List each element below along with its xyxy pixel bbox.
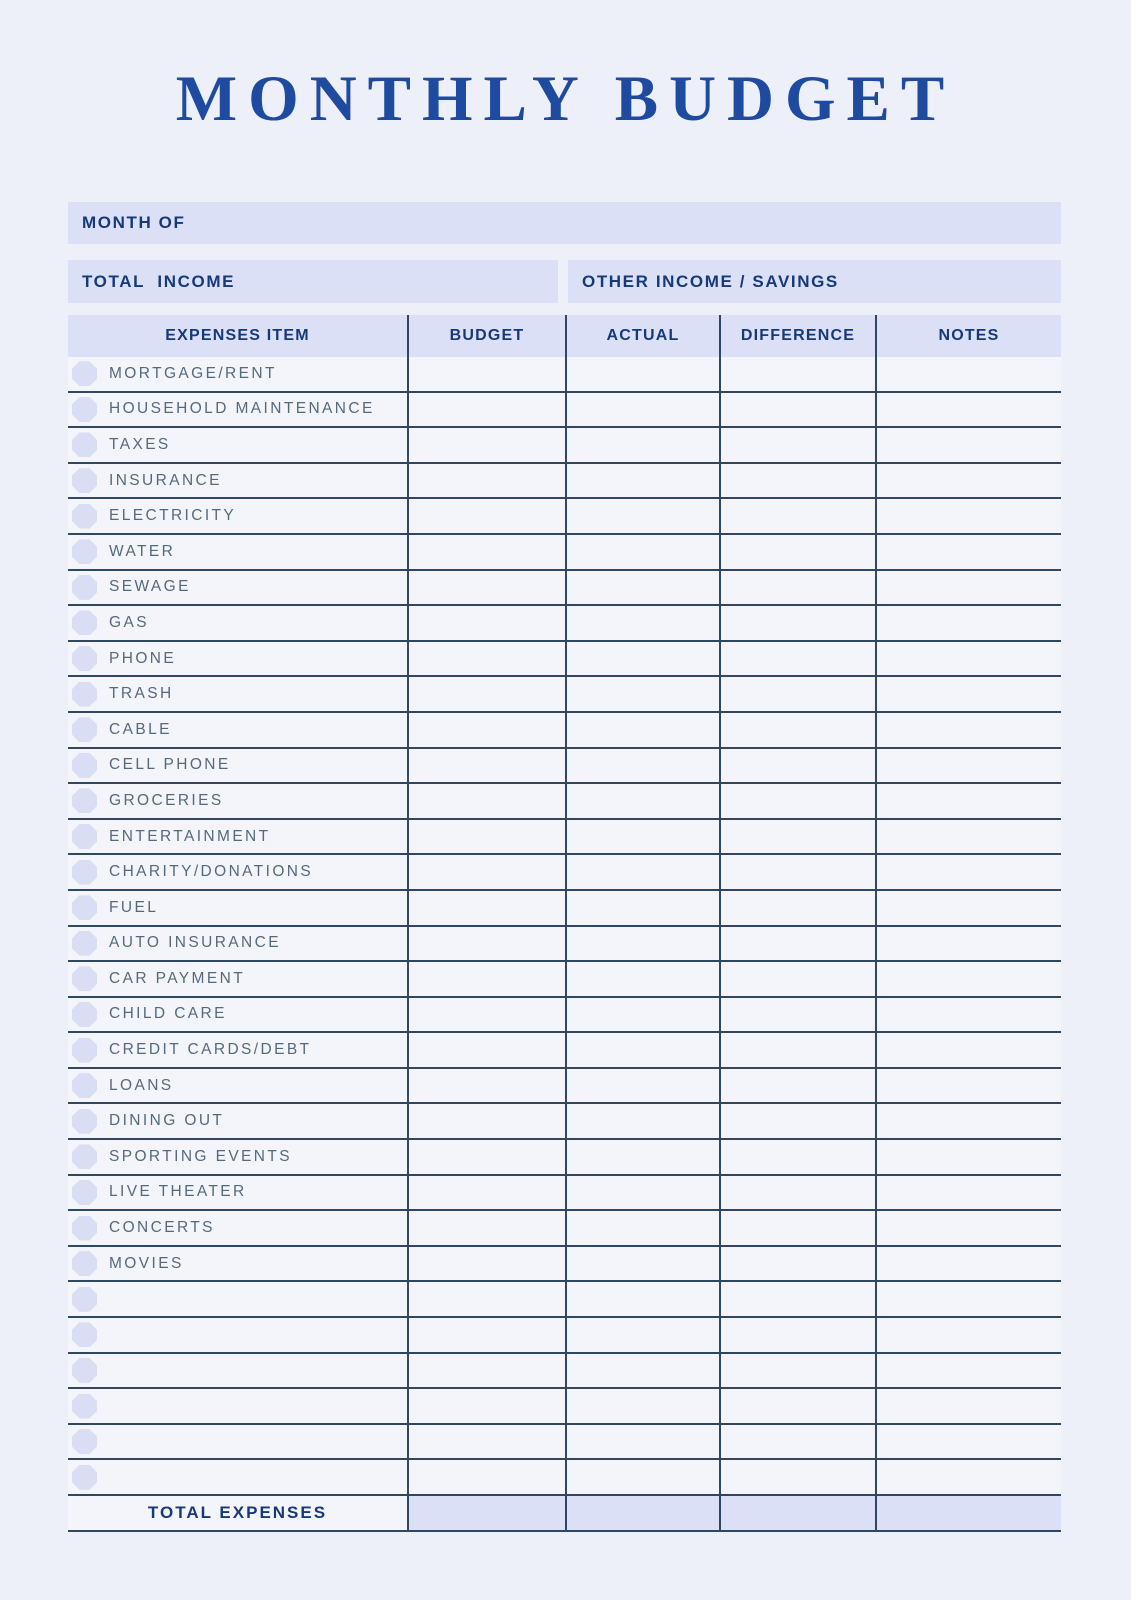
table-row <box>68 927 1061 963</box>
other-income-savings-label: OTHER INCOME / SAVINGS <box>582 271 839 291</box>
actual-cell[interactable] <box>565 535 719 569</box>
actual-cell[interactable] <box>565 1211 719 1245</box>
expense-item-label: TRASH <box>109 685 174 703</box>
actual-cell[interactable] <box>565 571 719 605</box>
difference-cell[interactable] <box>719 1247 875 1281</box>
difference-cell[interactable] <box>719 855 875 889</box>
bullet-icon <box>72 1002 97 1027</box>
table-row <box>68 1140 1061 1176</box>
actual-cell[interactable] <box>565 1140 719 1174</box>
bullet-icon <box>72 966 97 991</box>
table-row <box>68 428 1061 464</box>
notes-cell[interactable] <box>875 1247 1061 1281</box>
expense-item-label: WATER <box>109 542 176 560</box>
notes-cell[interactable] <box>875 855 1061 889</box>
total-budget-cell[interactable] <box>407 1496 565 1530</box>
actual-cell[interactable] <box>565 499 719 533</box>
actual-cell[interactable] <box>565 1247 719 1281</box>
expense-item-cell <box>68 962 407 996</box>
bullet-icon <box>72 1216 97 1241</box>
month-of-field[interactable] <box>68 202 1061 244</box>
notes-cell[interactable] <box>875 1211 1061 1245</box>
actual-cell[interactable] <box>565 357 719 391</box>
budget-cell[interactable] <box>407 1176 565 1210</box>
expense-item-label: CABLE <box>109 720 172 738</box>
table-row <box>68 1425 1061 1461</box>
budget-cell[interactable] <box>407 1282 565 1316</box>
table-row <box>68 1176 1061 1212</box>
notes-cell[interactable] <box>875 1318 1061 1352</box>
budget-cell[interactable] <box>407 1460 565 1494</box>
actual-cell[interactable] <box>565 464 719 498</box>
notes-cell[interactable] <box>875 784 1061 818</box>
actual-cell[interactable] <box>565 1460 719 1494</box>
budget-cell[interactable] <box>407 927 565 961</box>
difference-cell[interactable] <box>719 1033 875 1067</box>
expense-item-cell <box>68 927 407 961</box>
bullet-icon <box>72 1144 97 1169</box>
bullet-icon <box>72 1465 97 1490</box>
actual-cell[interactable] <box>565 1354 719 1388</box>
table-row <box>68 499 1061 535</box>
bullet-icon <box>72 1358 97 1383</box>
budget-cell[interactable] <box>407 891 565 925</box>
budget-cell[interactable] <box>407 1425 565 1459</box>
expense-item-cell <box>68 1033 407 1067</box>
expense-item-cell <box>68 535 407 569</box>
bullet-icon <box>72 468 97 493</box>
expense-item-cell <box>68 784 407 818</box>
table-row <box>68 855 1061 891</box>
expense-item-label: INSURANCE <box>109 471 222 489</box>
table-row <box>68 1211 1061 1247</box>
notes-cell[interactable] <box>875 464 1061 498</box>
difference-cell[interactable] <box>719 1460 875 1494</box>
header-actual: ACTUAL <box>565 315 719 357</box>
expense-item-cell <box>68 499 407 533</box>
bullet-icon <box>72 824 97 849</box>
difference-cell[interactable] <box>719 1354 875 1388</box>
expense-item-label: CELL PHONE <box>109 756 231 774</box>
actual-cell[interactable] <box>565 606 719 640</box>
bullet-icon <box>72 788 97 813</box>
budget-cell[interactable] <box>407 1033 565 1067</box>
notes-cell[interactable] <box>875 677 1061 711</box>
actual-cell[interactable] <box>565 749 719 783</box>
expense-item-label: MOVIES <box>109 1254 184 1272</box>
expense-item-cell <box>68 642 407 676</box>
difference-cell[interactable] <box>719 606 875 640</box>
expense-item-label: DINING OUT <box>109 1112 225 1130</box>
expense-item-label: CONCERTS <box>109 1219 215 1237</box>
expense-item-cell <box>68 464 407 498</box>
notes-cell[interactable] <box>875 749 1061 783</box>
actual-cell[interactable] <box>565 1033 719 1067</box>
table-row <box>68 1033 1061 1069</box>
expense-item-cell <box>68 998 407 1032</box>
expense-item-cell <box>68 1460 407 1494</box>
notes-cell[interactable] <box>875 998 1061 1032</box>
notes-cell[interactable] <box>875 642 1061 676</box>
difference-cell[interactable] <box>719 1425 875 1459</box>
bullet-icon <box>72 1038 97 1063</box>
expense-item-label: ELECTRICITY <box>109 507 237 525</box>
difference-cell[interactable] <box>719 1069 875 1103</box>
table-row <box>68 998 1061 1034</box>
notes-cell[interactable] <box>875 571 1061 605</box>
bullet-icon <box>72 753 97 778</box>
notes-cell[interactable] <box>875 606 1061 640</box>
actual-cell[interactable] <box>565 1389 719 1423</box>
bullet-icon <box>72 1394 97 1419</box>
expense-item-cell <box>68 1211 407 1245</box>
expense-item-cell <box>68 1140 407 1174</box>
actual-cell[interactable] <box>565 428 719 462</box>
bullet-icon <box>72 1180 97 1205</box>
budget-cell[interactable] <box>407 464 565 498</box>
expense-item-label: PHONE <box>109 649 177 667</box>
expense-item-cell <box>68 393 407 427</box>
expense-item-cell <box>68 606 407 640</box>
actual-cell[interactable] <box>565 855 719 889</box>
notes-cell[interactable] <box>875 1354 1061 1388</box>
expense-item-cell <box>68 428 407 462</box>
actual-cell[interactable] <box>565 927 719 961</box>
table-row <box>68 962 1061 998</box>
actual-cell[interactable] <box>565 1176 719 1210</box>
difference-cell[interactable] <box>719 1176 875 1210</box>
total-actual-cell[interactable] <box>565 1496 719 1530</box>
expense-item-cell <box>68 1176 407 1210</box>
difference-cell[interactable] <box>719 499 875 533</box>
budget-cell[interactable] <box>407 998 565 1032</box>
actual-cell[interactable] <box>565 784 719 818</box>
expense-item-label: FUEL <box>109 898 159 916</box>
budget-cell[interactable] <box>407 357 565 391</box>
notes-cell[interactable] <box>875 428 1061 462</box>
notes-cell[interactable] <box>875 1282 1061 1316</box>
total-expenses-row <box>68 1496 1061 1532</box>
table-row <box>68 749 1061 785</box>
difference-cell[interactable] <box>719 428 875 462</box>
budget-cell[interactable] <box>407 606 565 640</box>
expense-item-cell <box>68 357 407 391</box>
expense-item-label: CHARITY/DONATIONS <box>109 863 314 881</box>
total-income-field[interactable] <box>68 260 558 303</box>
difference-cell[interactable] <box>719 1282 875 1316</box>
expense-item-cell <box>68 1282 407 1316</box>
budget-cell[interactable] <box>407 820 565 854</box>
expense-item-cell <box>68 1069 407 1103</box>
actual-cell[interactable] <box>565 998 719 1032</box>
actual-cell[interactable] <box>565 962 719 996</box>
difference-cell[interactable] <box>719 1318 875 1352</box>
budget-cell[interactable] <box>407 1211 565 1245</box>
actual-cell[interactable] <box>565 642 719 676</box>
bullet-icon <box>72 1073 97 1098</box>
notes-cell[interactable] <box>875 357 1061 391</box>
bullet-icon <box>72 895 97 920</box>
table-row <box>68 1282 1061 1318</box>
difference-cell[interactable] <box>719 1389 875 1423</box>
table-row <box>68 464 1061 500</box>
expense-item-label: GROCERIES <box>109 791 224 809</box>
bullet-icon <box>72 432 97 457</box>
expense-item-cell <box>68 1318 407 1352</box>
table-row <box>68 1354 1061 1390</box>
table-header-row <box>68 315 1061 357</box>
expense-item-label: SPORTING EVENTS <box>109 1147 292 1165</box>
page-title: MONTHLY BUDGET <box>175 63 956 135</box>
header-notes: NOTES <box>875 315 1061 357</box>
bullet-icon <box>72 575 97 600</box>
expense-item-cell <box>68 1104 407 1138</box>
expense-item-cell <box>68 1247 407 1281</box>
budget-cell[interactable] <box>407 749 565 783</box>
expense-item-label: SEWAGE <box>109 578 191 596</box>
notes-cell[interactable] <box>875 499 1061 533</box>
expense-item-cell <box>68 1389 407 1423</box>
expense-item-label: AUTO INSURANCE <box>109 934 281 952</box>
difference-cell[interactable] <box>719 1211 875 1245</box>
difference-cell[interactable] <box>719 357 875 391</box>
bullet-icon <box>72 717 97 742</box>
table-row <box>68 393 1061 429</box>
expense-item-label: HOUSEHOLD MAINTENANCE <box>109 400 375 418</box>
difference-cell[interactable] <box>719 962 875 996</box>
notes-cell[interactable] <box>875 1460 1061 1494</box>
bullet-icon <box>72 610 97 635</box>
bullet-icon <box>72 504 97 529</box>
bullet-icon <box>72 931 97 956</box>
total-income-label: TOTAL INCOME <box>82 271 236 291</box>
budget-cell[interactable] <box>407 677 565 711</box>
actual-cell[interactable] <box>565 677 719 711</box>
table-row <box>68 1318 1061 1354</box>
budget-cell[interactable] <box>407 571 565 605</box>
table-row <box>68 1104 1061 1140</box>
expense-item-label: LOANS <box>109 1076 174 1094</box>
bullet-icon <box>72 539 97 564</box>
difference-cell[interactable] <box>719 998 875 1032</box>
expense-item-cell <box>68 749 407 783</box>
table-row <box>68 677 1061 713</box>
notes-cell[interactable] <box>875 393 1061 427</box>
expense-item-label: TAXES <box>109 435 171 453</box>
budget-cell[interactable] <box>407 713 565 747</box>
table-row <box>68 642 1061 678</box>
difference-cell[interactable] <box>719 535 875 569</box>
budget-cell[interactable] <box>407 1140 565 1174</box>
expense-item-cell <box>68 891 407 925</box>
budget-cell[interactable] <box>407 1104 565 1138</box>
expense-item-label: CREDIT CARDS/DEBT <box>109 1041 312 1059</box>
expense-item-label: LIVE THEATER <box>109 1183 247 1201</box>
actual-cell[interactable] <box>565 393 719 427</box>
notes-cell[interactable] <box>875 1389 1061 1423</box>
month-of-label: MONTH OF <box>82 213 186 232</box>
expense-rows <box>68 357 1061 1496</box>
bullet-icon <box>72 397 97 422</box>
table-row <box>68 891 1061 927</box>
difference-cell[interactable] <box>719 464 875 498</box>
table-row <box>68 1460 1061 1496</box>
expense-item-cell <box>68 571 407 605</box>
expense-item-cell <box>68 1354 407 1388</box>
difference-cell[interactable] <box>719 713 875 747</box>
table-row <box>68 1069 1061 1105</box>
budget-cell[interactable] <box>407 1389 565 1423</box>
budget-cell[interactable] <box>407 1247 565 1281</box>
table-row <box>68 1247 1061 1283</box>
header-budget: BUDGET <box>407 315 565 357</box>
notes-cell[interactable] <box>875 962 1061 996</box>
table-row <box>68 784 1061 820</box>
difference-cell[interactable] <box>719 1140 875 1174</box>
difference-cell[interactable] <box>719 891 875 925</box>
bullet-icon <box>72 860 97 885</box>
table-row <box>68 606 1061 642</box>
total-difference-cell[interactable] <box>719 1496 875 1530</box>
expense-item-label: MORTGAGE/RENT <box>109 364 277 382</box>
notes-cell[interactable] <box>875 927 1061 961</box>
notes-cell[interactable] <box>875 1069 1061 1103</box>
notes-cell[interactable] <box>875 1140 1061 1174</box>
actual-cell[interactable] <box>565 891 719 925</box>
difference-cell[interactable] <box>719 784 875 818</box>
difference-cell[interactable] <box>719 393 875 427</box>
budget-cell[interactable] <box>407 962 565 996</box>
budget-cell[interactable] <box>407 855 565 889</box>
notes-cell[interactable] <box>875 1033 1061 1067</box>
expense-item-cell <box>68 1425 407 1459</box>
budget-cell[interactable] <box>407 428 565 462</box>
expense-item-cell <box>68 713 407 747</box>
notes-cell[interactable] <box>875 713 1061 747</box>
budget-cell[interactable] <box>407 784 565 818</box>
actual-cell[interactable] <box>565 1318 719 1352</box>
expense-item-label: GAS <box>109 613 149 631</box>
table-row <box>68 1389 1061 1425</box>
bullet-icon <box>72 1429 97 1454</box>
expense-item-cell <box>68 855 407 889</box>
expense-item-cell <box>68 677 407 711</box>
notes-cell[interactable] <box>875 891 1061 925</box>
notes-cell[interactable] <box>875 535 1061 569</box>
difference-cell[interactable] <box>719 749 875 783</box>
actual-cell[interactable] <box>565 1104 719 1138</box>
other-income-savings-field[interactable] <box>568 260 1061 303</box>
difference-cell[interactable] <box>719 820 875 854</box>
table-row <box>68 713 1061 749</box>
total-expenses-label: TOTAL EXPENSES <box>147 1503 328 1522</box>
budget-cell[interactable] <box>407 1069 565 1103</box>
actual-cell[interactable] <box>565 1282 719 1316</box>
expense-item-label: CAR PAYMENT <box>109 969 246 987</box>
expenses-table <box>68 315 1061 1532</box>
expense-item-label: CHILD CARE <box>109 1005 227 1023</box>
table-row <box>68 820 1061 856</box>
expense-item-label: ENTERTAINMENT <box>109 827 271 845</box>
budget-cell[interactable] <box>407 1354 565 1388</box>
budget-cell[interactable] <box>407 499 565 533</box>
actual-cell[interactable] <box>565 1425 719 1459</box>
table-row <box>68 357 1061 393</box>
bullet-icon <box>72 682 97 707</box>
bullet-icon <box>72 1287 97 1312</box>
notes-cell[interactable] <box>875 1176 1061 1210</box>
budget-cell[interactable] <box>407 642 565 676</box>
header-difference: DIFFERENCE <box>719 315 875 357</box>
table-row <box>68 535 1061 571</box>
actual-cell[interactable] <box>565 713 719 747</box>
budget-cell[interactable] <box>407 393 565 427</box>
actual-cell[interactable] <box>565 820 719 854</box>
budget-cell[interactable] <box>407 535 565 569</box>
bullet-icon <box>72 1109 97 1134</box>
difference-cell[interactable] <box>719 571 875 605</box>
difference-cell[interactable] <box>719 927 875 961</box>
actual-cell[interactable] <box>565 1069 719 1103</box>
difference-cell[interactable] <box>719 642 875 676</box>
header-expenses-item: EXPENSES ITEM <box>165 327 310 344</box>
expense-item-cell <box>68 820 407 854</box>
difference-cell[interactable] <box>719 677 875 711</box>
notes-cell[interactable] <box>875 1425 1061 1459</box>
bullet-icon <box>72 646 97 671</box>
budget-cell[interactable] <box>407 1318 565 1352</box>
notes-cell[interactable] <box>875 1104 1061 1138</box>
difference-cell[interactable] <box>719 1104 875 1138</box>
table-row <box>68 571 1061 607</box>
notes-cell[interactable] <box>875 820 1061 854</box>
bullet-icon <box>72 361 97 386</box>
bullet-icon <box>72 1322 97 1347</box>
total-notes-cell[interactable] <box>875 1496 1061 1530</box>
bullet-icon <box>72 1251 97 1276</box>
